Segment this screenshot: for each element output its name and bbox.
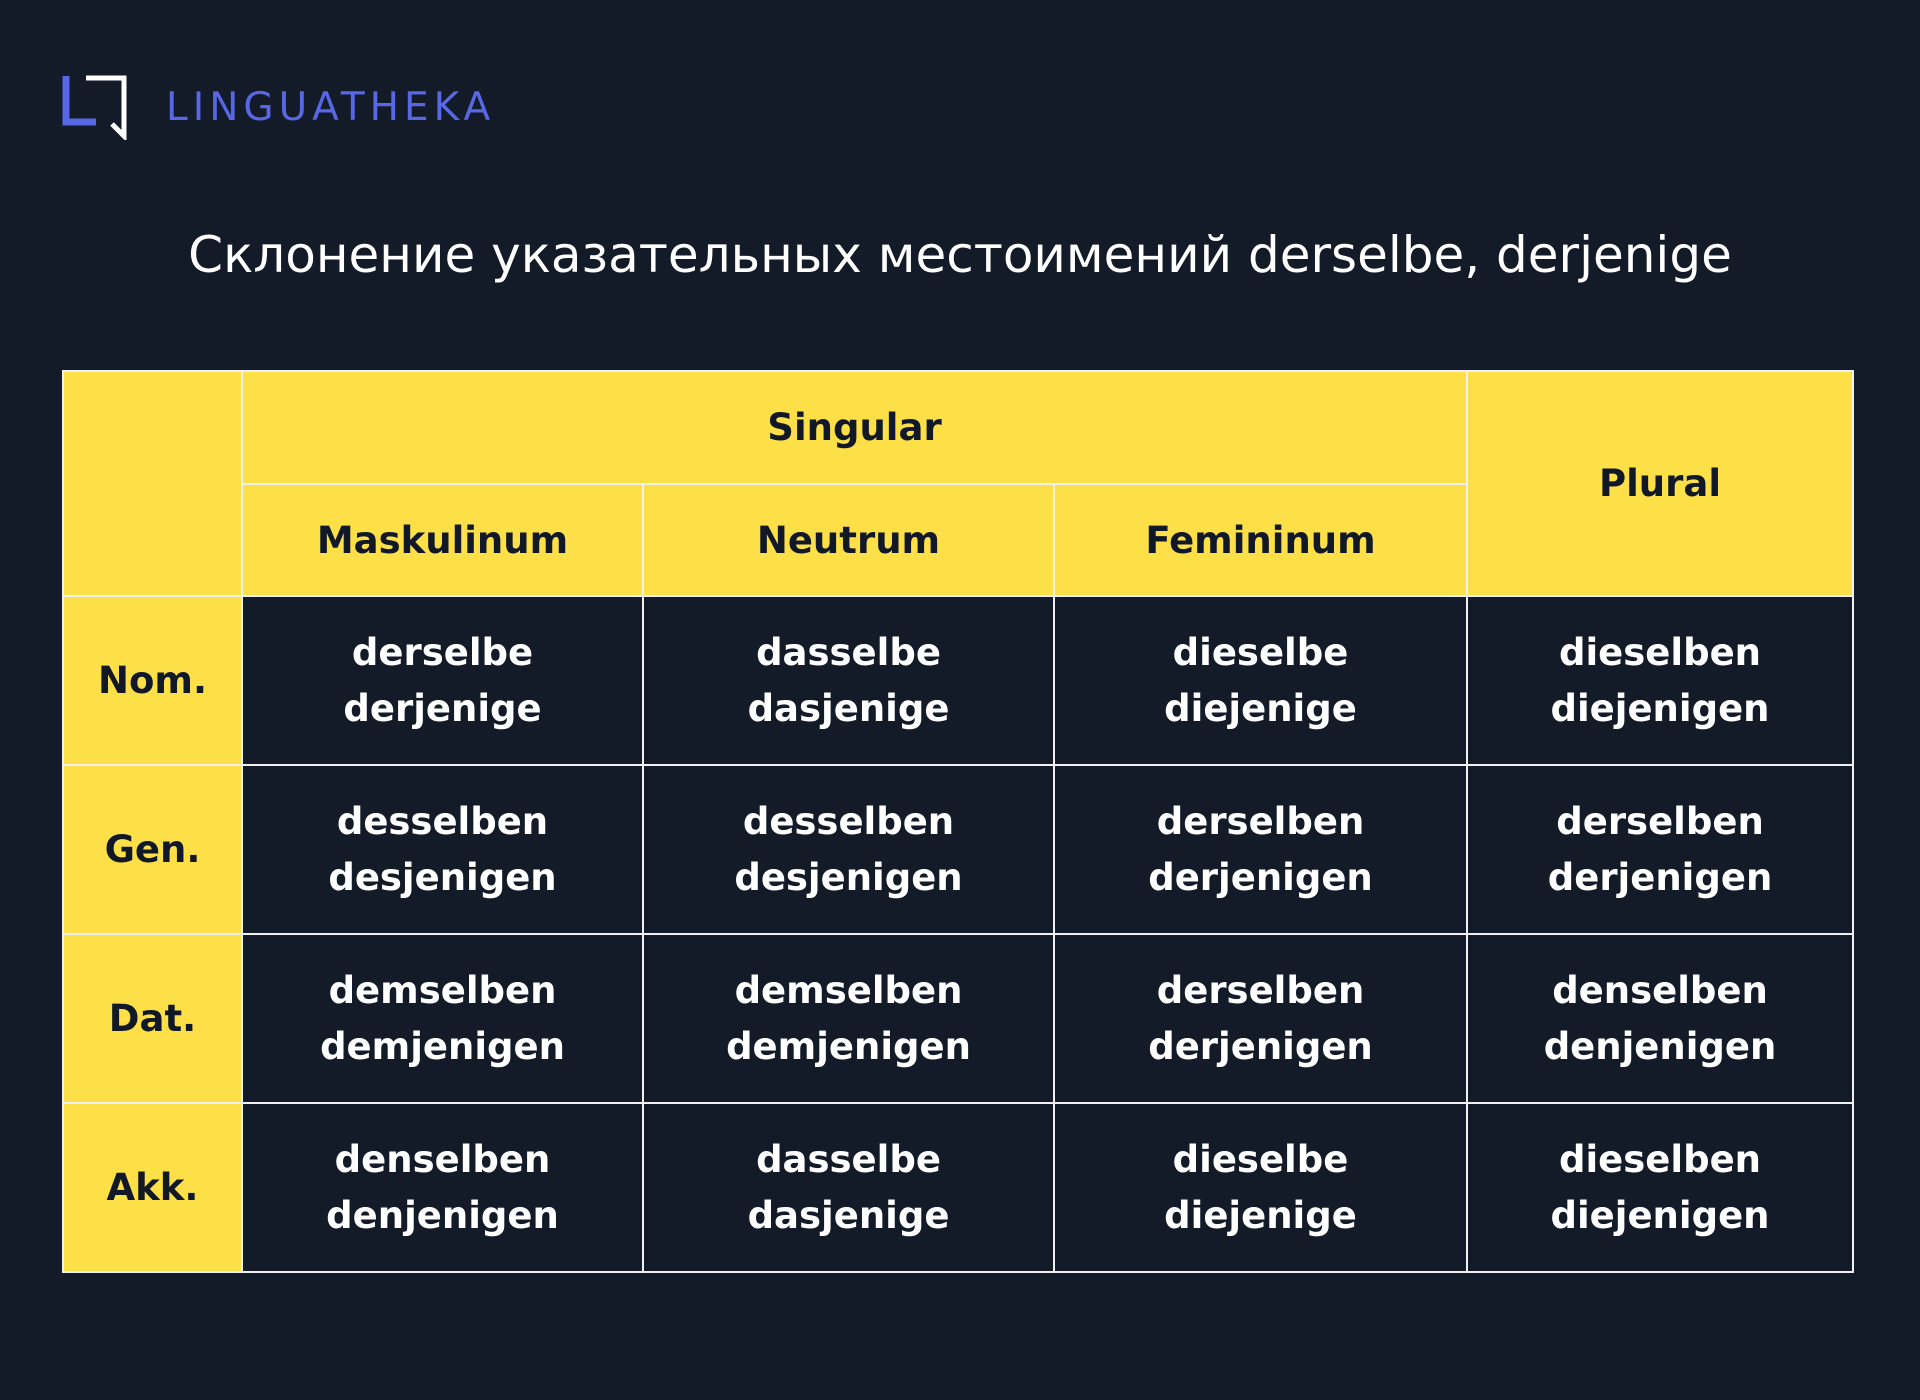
form-selbe: derselben <box>1156 799 1365 843</box>
singular-header: Singular <box>242 371 1467 484</box>
form-selbe: dieselben <box>1559 630 1761 674</box>
declension-table <box>62 370 1854 1273</box>
table-cell <box>1467 934 1853 1103</box>
gender-header: Neutrum <box>643 484 1054 596</box>
form-selbe: desselben <box>336 799 549 843</box>
form-jenige: desjenigen <box>734 855 963 899</box>
form-selbe: dasselbe <box>756 630 941 674</box>
table-cell <box>1054 1103 1467 1272</box>
gender-header: Maskulinum <box>242 484 643 596</box>
table-cell <box>1054 765 1467 934</box>
form-selbe: denselben <box>334 1137 551 1181</box>
case-label: Dat. <box>63 934 242 1103</box>
brand-logo <box>62 74 495 140</box>
corner-cell <box>63 371 242 596</box>
table-cell <box>242 765 643 934</box>
form-jenige: dasjenige <box>747 1193 950 1237</box>
table-cell <box>643 596 1054 765</box>
logo-text: LINGUATHEKA <box>166 84 496 130</box>
form-jenige: denjenigen <box>1543 1024 1777 1068</box>
table-cell <box>1467 596 1853 765</box>
form-jenige: denjenigen <box>326 1193 559 1237</box>
table-cell <box>242 1103 643 1272</box>
table-cell <box>242 596 643 765</box>
case-label: Gen. <box>63 765 242 934</box>
gender-header: Femininum <box>1054 484 1467 596</box>
form-selbe: dieselbe <box>1172 1137 1349 1181</box>
form-selbe: derselben <box>1556 799 1764 843</box>
form-selbe: dasselbe <box>756 1137 941 1181</box>
form-jenige: derjenige <box>343 686 542 730</box>
form-jenige: diejenige <box>1164 1193 1357 1237</box>
table-row <box>63 1103 1853 1272</box>
form-jenige: demjenigen <box>726 1024 971 1068</box>
form-selbe: denselben <box>1552 968 1768 1012</box>
form-jenige: diejenigen <box>1550 686 1770 730</box>
table-cell <box>1054 934 1467 1103</box>
form-jenige: dasjenige <box>747 686 950 730</box>
form-selbe: dieselbe <box>1172 630 1349 674</box>
table-cell <box>1467 1103 1853 1272</box>
table-row <box>63 765 1853 934</box>
table-cell <box>643 934 1054 1103</box>
form-selbe: derselben <box>1156 968 1365 1012</box>
logo-mark-icon <box>62 74 128 140</box>
form-jenige: diejenigen <box>1550 1193 1770 1237</box>
form-jenige: derjenigen <box>1148 1024 1373 1068</box>
table-cell <box>643 765 1054 934</box>
case-label: Akk. <box>63 1103 242 1272</box>
form-selbe: dieselben <box>1559 1137 1761 1181</box>
form-selbe: desselben <box>742 799 955 843</box>
form-jenige: diejenige <box>1164 686 1357 730</box>
form-selbe: demselben <box>734 968 963 1012</box>
table-cell <box>1054 596 1467 765</box>
form-selbe: demselben <box>328 968 557 1012</box>
table-row <box>63 934 1853 1103</box>
form-jenige: desjenigen <box>328 855 557 899</box>
form-jenige: derjenigen <box>1148 855 1373 899</box>
case-label: Nom. <box>63 596 242 765</box>
table-row <box>63 596 1853 765</box>
page-title: Склонение указательных местоимений derselbe, derjenige <box>188 226 1732 284</box>
form-selbe: derselbe <box>351 630 534 674</box>
form-jenige: derjenigen <box>1547 855 1773 899</box>
table-cell <box>1467 765 1853 934</box>
table-cell <box>643 1103 1054 1272</box>
table-cell <box>242 934 643 1103</box>
form-jenige: demjenigen <box>320 1024 565 1068</box>
plural-header: Plural <box>1467 371 1853 596</box>
